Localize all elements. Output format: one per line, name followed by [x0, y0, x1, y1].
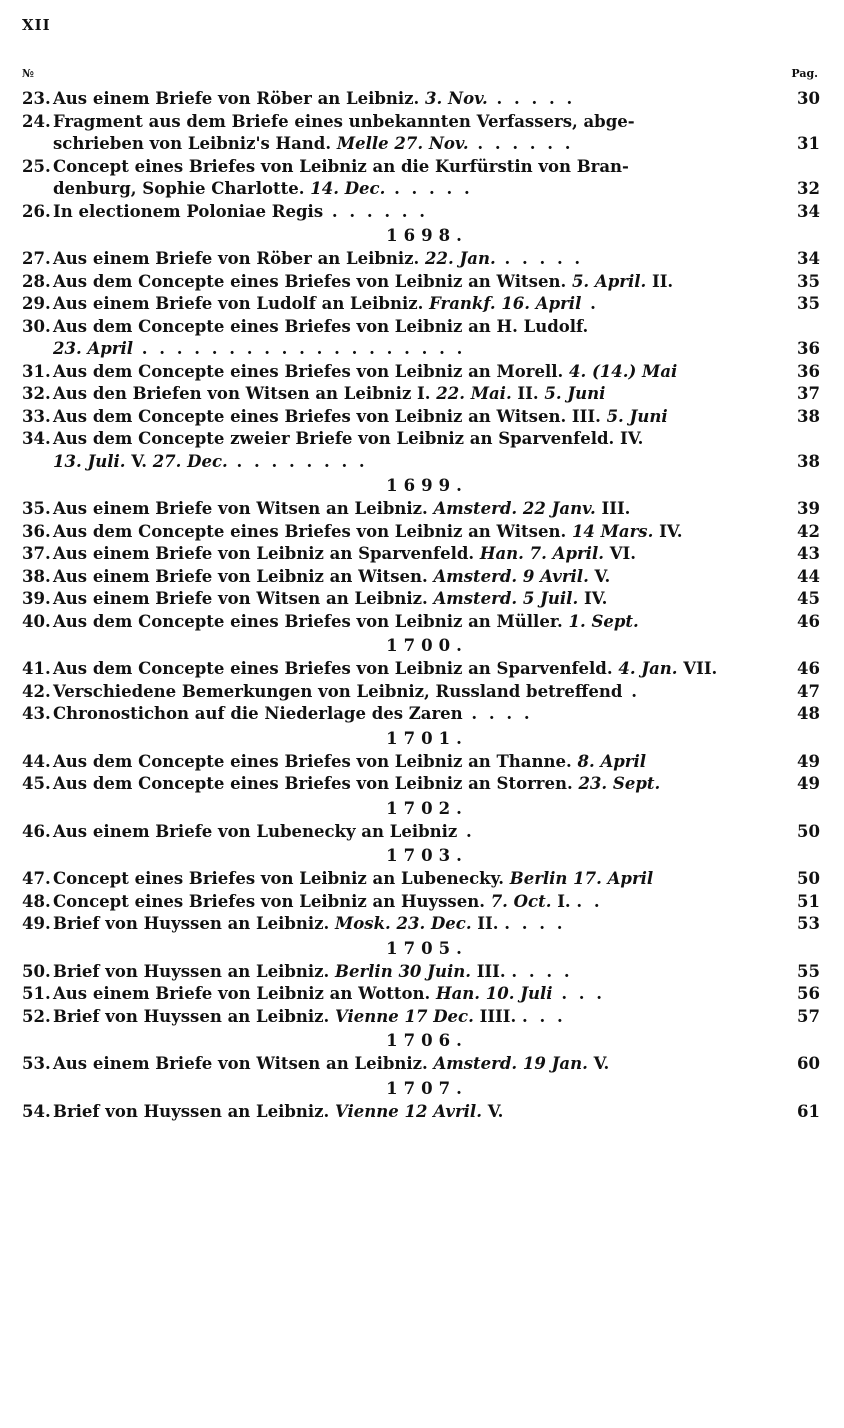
entry-title-line	[53, 658, 776, 681]
entry-page-number: 50	[797, 869, 820, 888]
leader-dots: . . .	[552, 984, 606, 1003]
entry-text: IV.	[578, 589, 608, 608]
entry-title	[53, 271, 776, 294]
entry-number: 48.	[22, 891, 51, 911]
entry-number: 40.	[22, 611, 51, 631]
entry-title-line	[53, 111, 776, 134]
entry-number: 46.	[22, 821, 51, 841]
toc-entry	[22, 1101, 822, 1124]
entry-date: 5. Juni	[606, 406, 668, 426]
entry-title-line	[53, 566, 776, 589]
leader-dots: . . . . . . . . . . . . . . . . . . .	[133, 339, 466, 358]
entry-number: 44.	[22, 751, 51, 771]
entry-date: 8. April	[577, 751, 647, 771]
entry-text: Brief von Huyssen an Leibniz.	[53, 914, 336, 933]
entry-text: VI.	[603, 544, 636, 563]
entry-text: denburg, Sophie Charlotte.	[53, 179, 311, 198]
entry-date: 7. Oct.	[490, 891, 552, 911]
entry-page-number: 49	[797, 774, 820, 793]
entry-title	[53, 1053, 776, 1076]
entry-text: Brief von Huyssen an Leibniz.	[53, 1101, 336, 1121]
entry-text: II.	[646, 271, 674, 291]
year-heading: 1698.	[386, 226, 468, 245]
entry-date: Berlin 30 Juin.	[335, 961, 471, 981]
entry-title	[53, 658, 776, 681]
entry-title-line	[53, 383, 776, 406]
entry-page-number: 46	[797, 611, 820, 631]
entry-text: V.	[481, 1101, 504, 1121]
toc-entry	[22, 961, 822, 984]
entry-title	[53, 543, 776, 566]
entry-text: II.	[471, 914, 505, 933]
entry-title	[53, 751, 776, 774]
entry-title-line	[53, 156, 776, 179]
toc-entry	[22, 588, 822, 611]
entry-title	[53, 773, 776, 796]
entry-date: Berlin 17. April	[509, 869, 654, 888]
leader-dots: . .	[576, 891, 603, 911]
toc-entry	[22, 821, 822, 844]
entry-page-number: 61	[797, 1101, 820, 1121]
toc-entry	[22, 868, 822, 891]
entry-title	[53, 406, 776, 429]
page-number: XII	[22, 16, 51, 34]
leader-dots: . . . . . .	[468, 134, 574, 153]
entry-page-number: 34	[797, 201, 820, 221]
toc-entry	[22, 111, 822, 156]
entry-title	[53, 316, 776, 361]
entry-number: 28.	[22, 271, 51, 291]
entry-number: 36.	[22, 521, 51, 541]
entry-page-number: 32	[797, 179, 820, 198]
entry-date: Melle 27. Nov.	[336, 134, 469, 153]
entry-title	[53, 383, 776, 406]
entry-number: 27.	[22, 249, 51, 268]
toc-entry	[22, 566, 822, 589]
leader-dots: . . . .	[504, 914, 566, 933]
entry-date: Amsterd. 9 Avril.	[433, 566, 589, 586]
leader-dots: .	[581, 294, 599, 313]
entry-title	[53, 1101, 776, 1124]
entry-title-line	[53, 543, 776, 566]
entry-title-line	[53, 338, 776, 361]
entry-title-line	[53, 498, 776, 521]
entry-date: 5. April.	[571, 271, 647, 291]
entry-title-line	[53, 703, 776, 726]
year-heading: 1702.	[386, 798, 468, 818]
year-heading: 1705.	[386, 938, 468, 958]
toc-entry	[22, 521, 822, 544]
entry-number: 34.	[22, 429, 51, 448]
entry-page-number: 51	[797, 891, 820, 911]
entry-text: IV.	[653, 521, 683, 541]
entry-text: Aus einem Briefe von Röber an Leibniz.	[53, 249, 426, 268]
entry-title	[53, 428, 776, 473]
toc-entry	[22, 498, 822, 521]
entry-text: Fragment aus dem Briefe eines unbekannten Verfassers, abge-	[53, 111, 635, 131]
entry-number: 49.	[22, 914, 51, 933]
entry-page-number: 46	[797, 659, 820, 678]
entry-title	[53, 983, 776, 1006]
entry-date: Amsterd. 19 Jan.	[433, 1054, 588, 1073]
entry-title	[53, 88, 776, 111]
entry-number: 23.	[22, 89, 51, 108]
toc-entry	[22, 1006, 822, 1029]
leader-dots: . . . . .	[487, 89, 576, 108]
table-of-contents	[22, 88, 822, 1123]
entry-title-line	[53, 868, 776, 891]
toc-entry	[22, 543, 822, 566]
entry-page-number: 35	[797, 294, 820, 313]
entry-title-line	[53, 891, 776, 914]
entry-page-number: 43	[797, 544, 820, 563]
entry-title	[53, 111, 776, 156]
entry-page-number: 38	[797, 406, 820, 426]
entry-number: 39.	[22, 589, 51, 608]
entry-number: 52.	[22, 1006, 51, 1026]
entry-text: Aus den Briefen von Witsen an Leibniz I.	[53, 384, 437, 403]
entry-text: I.	[551, 891, 577, 911]
entry-date: 3. Nov.	[425, 89, 488, 108]
entry-page-number: 57	[797, 1006, 820, 1026]
entry-text: VII.	[677, 659, 718, 678]
entry-page-number: 37	[797, 384, 820, 403]
leader-dots: . . . . .	[385, 179, 473, 198]
entry-page-number: 47	[797, 681, 820, 701]
entry-date: Amsterd. 22 Janv.	[433, 499, 596, 518]
entry-title	[53, 498, 776, 521]
entry-number: 51.	[22, 984, 51, 1003]
entry-text: Aus dem Concepte eines Briefes von Leibniz an Witsen. III.	[53, 406, 607, 426]
toc-entry	[22, 406, 822, 429]
toc-entry	[22, 751, 822, 774]
toc-entry	[22, 773, 822, 796]
page-column-header: Pag.	[791, 67, 818, 80]
entry-text: Concept eines Briefes von Leibniz an Huyssen.	[53, 891, 491, 911]
entry-title	[53, 891, 776, 914]
entry-date: Vienne 17 Dec.	[335, 1006, 474, 1026]
entry-text: II.	[511, 384, 545, 403]
entry-text: V.	[587, 1054, 610, 1073]
entry-date: Frankf. 16. April	[429, 294, 582, 313]
entry-date: 14. Dec.	[310, 179, 386, 198]
entry-title-line	[53, 316, 776, 339]
toc-entry	[22, 681, 822, 704]
entry-page-number: 34	[797, 249, 820, 268]
entry-title-line	[53, 983, 776, 1006]
entry-date: Amsterd. 5 Juil.	[433, 589, 579, 608]
entry-date: 1. Sept.	[568, 611, 639, 631]
entry-page-number: 36	[797, 361, 820, 381]
entry-text: Aus dem Concepte eines Briefes von Leibniz an Storren.	[53, 774, 579, 793]
entry-title-line	[53, 588, 776, 611]
entry-text: III.	[470, 961, 512, 981]
entry-page-number: 60	[797, 1054, 820, 1073]
entry-number: 29.	[22, 294, 51, 313]
entry-text: Aus einem Briefe von Witsen an Leibniz.	[53, 589, 434, 608]
toc-entry	[22, 703, 822, 726]
year-heading: 1703.	[386, 846, 468, 865]
toc-entry	[22, 201, 822, 224]
entry-title-line	[53, 773, 776, 796]
entry-title-line	[53, 88, 776, 111]
year-heading: 1701.	[386, 728, 468, 748]
entry-page-number: 44	[797, 566, 820, 586]
entry-title-line	[53, 428, 776, 451]
toc-entry	[22, 611, 822, 634]
entry-date: Han. 10. Juli	[436, 984, 553, 1003]
entry-title	[53, 961, 776, 984]
entry-text: Aus einem Briefe von Leibniz an Wotton.	[53, 984, 437, 1003]
entry-text: Aus dem Concepte eines Briefes von Leibniz an Müller.	[53, 611, 569, 631]
leader-dots: . . . . .	[495, 249, 584, 268]
entry-text: Aus einem Briefe von Witsen an Leibniz.	[53, 499, 434, 518]
entry-page-number: 38	[797, 451, 820, 471]
entry-title-line	[53, 961, 776, 984]
entry-title	[53, 588, 776, 611]
entry-page-number: 39	[797, 499, 820, 518]
entry-title	[53, 361, 776, 384]
entry-date: 4. Jan.	[618, 659, 678, 678]
entry-title	[53, 868, 776, 891]
toc-entry	[22, 293, 822, 316]
entry-text: Aus einem Briefe von Lubenecky an Leibniz	[53, 821, 458, 841]
entry-text: In electionem Poloniae Regis	[53, 201, 324, 221]
entry-date: 22. Jan.	[425, 249, 496, 268]
entry-number: 37.	[22, 544, 51, 563]
entry-number: 43.	[22, 704, 51, 723]
entry-number: 41.	[22, 659, 51, 678]
entry-date: 13. Juli.	[53, 451, 126, 471]
entry-text: Aus einem Briefe von Witsen an Leibniz.	[53, 1054, 434, 1073]
entry-number: 24.	[22, 111, 51, 131]
entry-date: 5. Juni	[544, 384, 606, 403]
entry-date: Mosk. 23. Dec.	[335, 914, 472, 933]
entry-text: V.	[125, 451, 153, 471]
entry-page-number: 31	[797, 134, 820, 153]
entry-title-line	[53, 1053, 776, 1076]
entry-title-line	[53, 248, 776, 271]
entry-text: Aus dem Concepte eines Briefes von Leibniz an Witsen.	[53, 271, 572, 291]
number-column-header: №	[22, 67, 34, 80]
entry-title-line	[53, 406, 776, 429]
entry-page-number: 56	[797, 984, 820, 1003]
entry-number: 35.	[22, 499, 51, 518]
toc-entry	[22, 88, 822, 111]
entry-text: schrieben von Leibniz's Hand.	[53, 134, 337, 153]
entry-title	[53, 248, 776, 271]
entry-text: Brief von Huyssen an Leibniz.	[53, 961, 336, 981]
entry-title	[53, 611, 776, 634]
entry-title-line	[53, 611, 776, 634]
entry-number: 54.	[22, 1101, 51, 1121]
year-heading: 1699.	[386, 476, 468, 495]
leader-dots: . . . . . .	[323, 201, 429, 221]
entry-title-line	[53, 451, 776, 474]
entry-title-line	[53, 293, 776, 316]
entry-title-line	[53, 361, 776, 384]
entry-title	[53, 821, 776, 844]
entry-page-number: 42	[797, 521, 820, 541]
entry-text: Aus einem Briefe von Leibniz an Sparvenfeld.	[53, 544, 480, 563]
entry-text: Aus dem Concepte eines Briefes von Leibniz an Thanne.	[53, 751, 578, 771]
year-heading: 1707.	[386, 1078, 468, 1098]
entry-title	[53, 566, 776, 589]
leader-dots: . . . .	[511, 961, 573, 981]
toc-entry	[22, 913, 822, 936]
entry-title	[53, 703, 776, 726]
entry-title-line	[53, 521, 776, 544]
entry-text: Concept eines Briefes von Leibniz an die Kurfürstin von Bran-	[53, 156, 629, 176]
entry-title	[53, 201, 776, 224]
year-heading: 1706.	[386, 1031, 468, 1050]
entry-number: 26.	[22, 201, 51, 221]
column-headers	[22, 67, 820, 85]
entry-page-number: 49	[797, 751, 820, 771]
entry-date: 27. Dec.	[152, 451, 228, 471]
entry-text: IIII.	[473, 1006, 522, 1026]
entry-text: Aus einem Briefe von Röber an Leibniz.	[53, 89, 426, 108]
entry-number: 30.	[22, 316, 51, 336]
entry-title-line	[53, 133, 776, 156]
entry-title	[53, 521, 776, 544]
year-heading: 1700.	[386, 636, 468, 655]
entry-title-line	[53, 178, 776, 201]
entry-number: 50.	[22, 961, 51, 981]
entry-number: 45.	[22, 774, 51, 793]
entry-page-number: 45	[797, 589, 820, 608]
entry-title	[53, 156, 776, 201]
toc-entry	[22, 248, 822, 271]
entry-page-number: 50	[797, 821, 820, 841]
entry-date: 23. April	[53, 339, 134, 358]
toc-entry	[22, 983, 822, 1006]
entry-number: 42.	[22, 681, 51, 701]
leader-dots: . . . .	[462, 704, 533, 723]
entry-number: 32.	[22, 384, 51, 403]
entry-page-number: 48	[797, 704, 820, 723]
leader-dots: .	[457, 821, 475, 841]
entry-text: Aus dem Concepte zweier Briefe von Leibniz an Sparvenfeld. IV.	[53, 429, 644, 448]
toc-entry	[22, 658, 822, 681]
entry-text: Aus einem Briefe von Leibniz an Witsen.	[53, 566, 434, 586]
entry-title-line	[53, 751, 776, 774]
toc-entry	[22, 316, 822, 361]
toc-entry	[22, 891, 822, 914]
entry-text: Concept eines Briefes von Leibniz an Lubenecky.	[53, 869, 510, 888]
entry-page-number: 55	[797, 961, 820, 981]
entry-text: Verschiedene Bemerkungen von Leibniz, Russland betreffend	[53, 681, 623, 701]
entry-date: Han. 7. April.	[479, 544, 604, 563]
toc-entry	[22, 1053, 822, 1076]
toc-entry	[22, 361, 822, 384]
entry-text: Aus dem Concepte eines Briefes von Leibniz an Witsen.	[53, 521, 572, 541]
entry-text: Brief von Huyssen an Leibniz.	[53, 1006, 336, 1026]
leader-dots: . . . . . . . .	[227, 451, 368, 471]
entry-number: 38.	[22, 566, 51, 586]
entry-title	[53, 913, 776, 936]
entry-text: Aus einem Briefe von Ludolf an Leibniz.	[53, 294, 430, 313]
entry-text: Aus dem Concepte eines Briefes von Leibniz an Sparvenfeld.	[53, 659, 619, 678]
leader-dots: . . .	[521, 1006, 566, 1026]
entry-title-line	[53, 913, 776, 936]
entry-text: V.	[588, 566, 611, 586]
entry-title-line	[53, 1101, 776, 1124]
entry-number: 25.	[22, 156, 51, 176]
entry-page-number: 36	[797, 339, 820, 358]
entry-title-line	[53, 201, 776, 224]
entry-page-number: 53	[797, 914, 820, 933]
toc-entry	[22, 156, 822, 201]
toc-entry	[22, 383, 822, 406]
entry-title	[53, 681, 776, 704]
entry-title	[53, 293, 776, 316]
entry-title-line	[53, 681, 776, 704]
entry-number: 47.	[22, 869, 51, 888]
entry-page-number: 30	[797, 89, 820, 108]
toc-entry	[22, 271, 822, 294]
entry-number: 53.	[22, 1054, 51, 1073]
entry-text: Aus dem Concepte eines Briefes von Leibniz an H. Ludolf.	[53, 316, 589, 336]
entry-text: Chronostichon auf die Niederlage des Zaren	[53, 704, 463, 723]
entry-title	[53, 1006, 776, 1029]
leader-dots: .	[622, 681, 640, 701]
entry-date: 22. Mai.	[436, 384, 512, 403]
entry-date: 23. Sept.	[578, 774, 661, 793]
entry-title-line	[53, 1006, 776, 1029]
entry-date: 14 Mars.	[571, 521, 654, 541]
entry-text: III.	[595, 499, 631, 518]
entry-page-number: 35	[797, 271, 820, 291]
entry-date: 4. (14.) Mai	[569, 361, 678, 381]
toc-entry	[22, 428, 822, 473]
entry-number: 31.	[22, 361, 51, 381]
entry-title-line	[53, 271, 776, 294]
entry-number: 33.	[22, 406, 51, 426]
entry-text: Aus dem Concepte eines Briefes von Leibniz an Morell.	[53, 361, 570, 381]
entry-title-line	[53, 821, 776, 844]
entry-date: Vienne 12 Avril.	[335, 1101, 482, 1121]
